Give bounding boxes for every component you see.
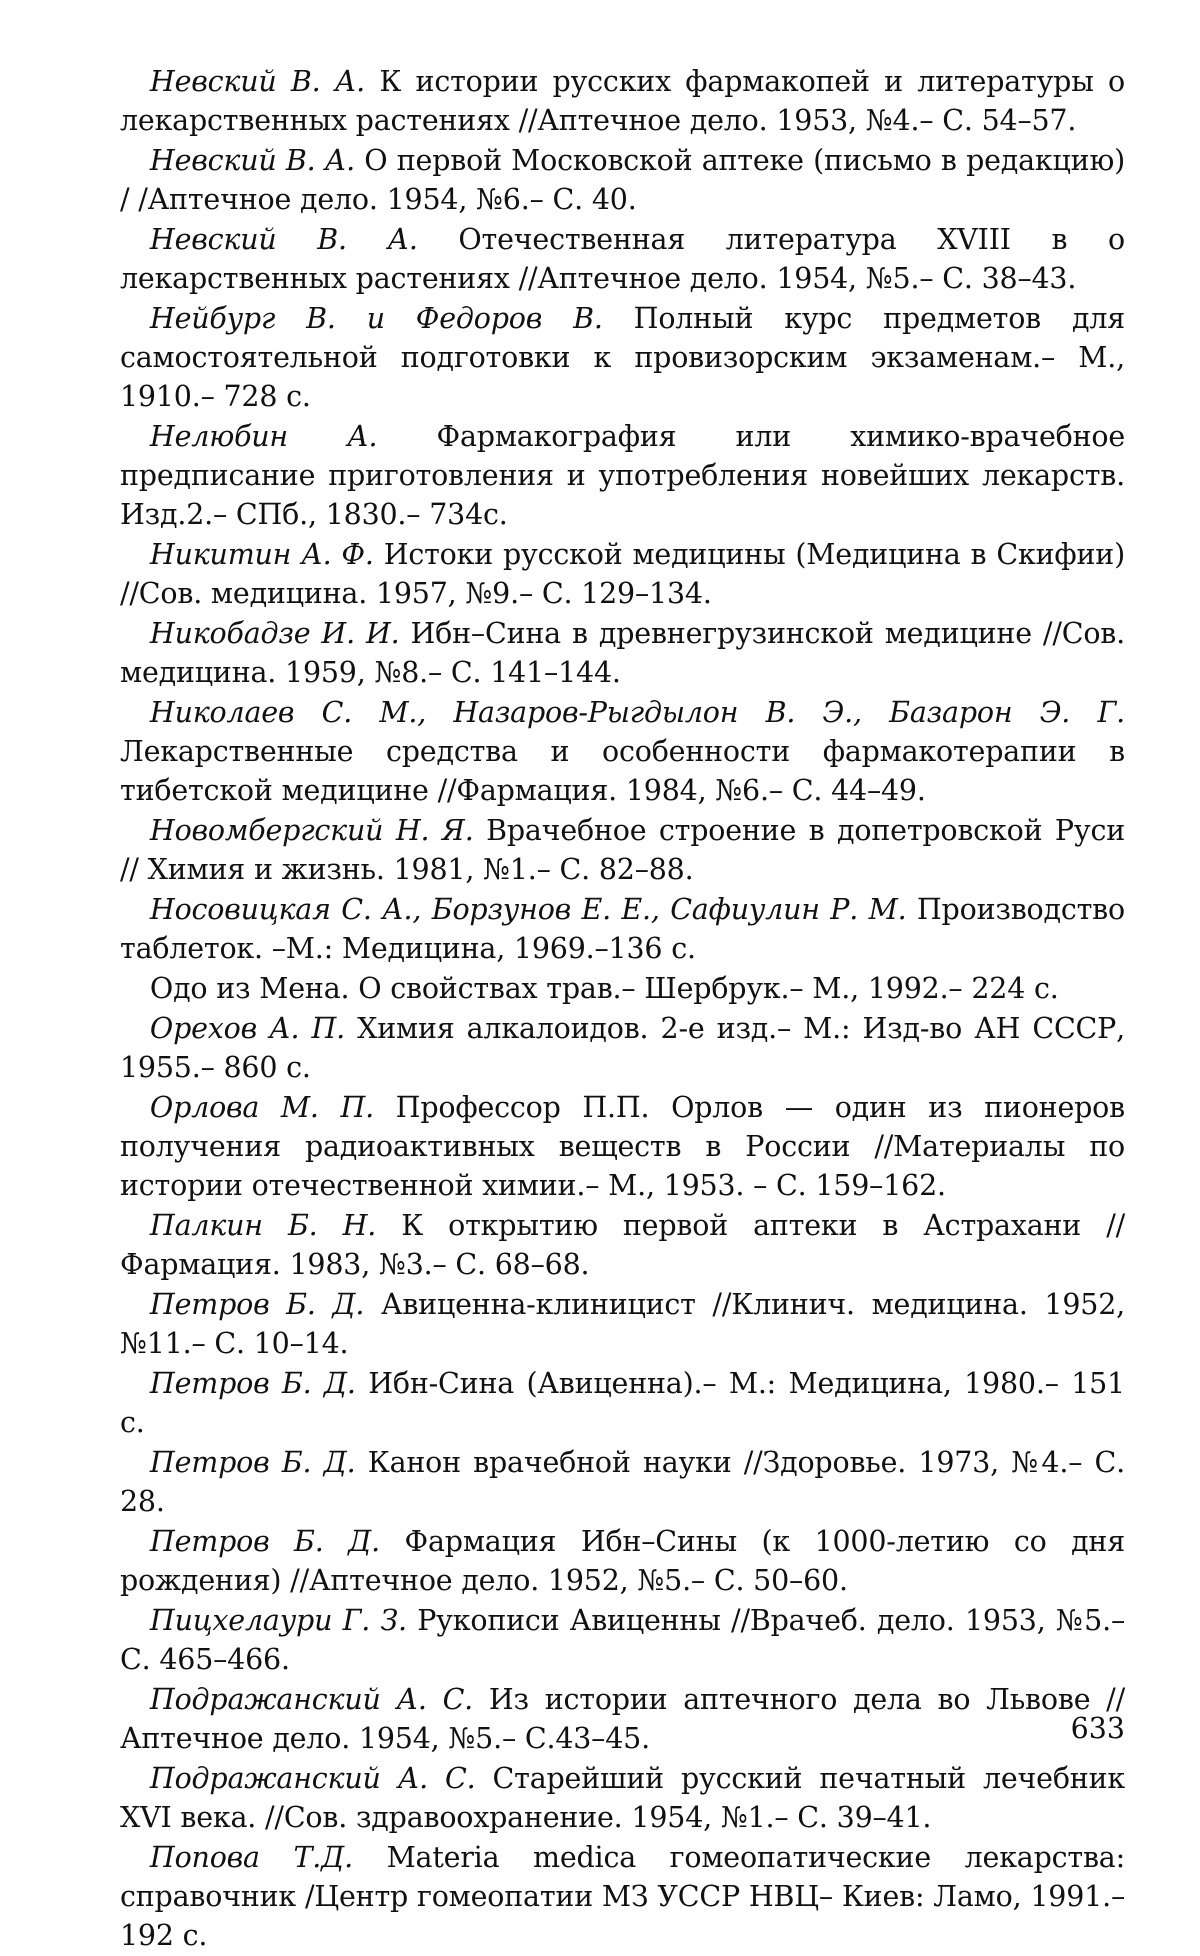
bibliography-entry [120, 1443, 1125, 1521]
entry-text: Ибн-Сина (Авиценна).– М.: Медицина, 1980.– 151 с. [120, 1367, 1125, 1439]
entry-text: Врачебное строение в допетровской Руси // Химия и жизнь. 1981, №1.– С. 82–88. [120, 814, 1125, 886]
bibliography-entry [120, 1838, 1125, 1955]
entry-text: Авиценна-клиницист //Клинич. медицина. 1952, №11.– С. 10–14. [120, 1288, 1125, 1360]
page-number: 633 [1070, 1712, 1125, 1745]
entry-author: Подражанский А. С. [149, 1683, 474, 1716]
entry-text: Лекарственные средства и особенности фармакотерапии в тибетской медицине //Фармация. 1984, №6.– С. 44–49. [120, 735, 1125, 807]
entry-text: К истории русских фармакопей и литературы о лекарственных растениях //Аптечное дело. 1953, №4.– С. 54–57. [120, 65, 1125, 137]
entry-text: Отечественная литература XVIII в о лекарственных растениях //Аптечное дело. 1954, №5.– С. 38–43. [120, 223, 1125, 295]
entry-author: Нелюбин А. [149, 420, 378, 453]
entry-text: Профессор П.П. Орлов — один из пионеров получения радиоактивных веществ в России //Материалы по истории отечественной химии.– М., 1953. – С. 159–162. [120, 1091, 1125, 1202]
entry-author: Никитин А. Ф. [149, 538, 374, 571]
entry-author: Палкин Б. Н. [149, 1209, 377, 1242]
entry-author: Новомбергский Н. Я. [149, 814, 474, 847]
bibliography-entry [120, 890, 1125, 968]
entry-author: Невский В. А. [149, 144, 355, 177]
bibliography-page [120, 62, 1125, 1956]
entry-author: Невский В. А. [149, 223, 418, 256]
entry-author: Орехов А. П. [149, 1012, 345, 1045]
entry-author: Носовицкая С. А., Борзунов Е. Е., Сафиулин Р. М. [149, 893, 907, 926]
bibliography-entry [120, 1009, 1125, 1087]
entry-text: Из истории аптечного дела во Львове //Аптечное дело. 1954, №5.– С.43–45. [120, 1683, 1125, 1755]
entry-author: Невский В. А. [149, 65, 366, 98]
entry-author: Орлова М. П. [149, 1091, 374, 1124]
bibliography-entry [120, 417, 1125, 534]
entry-text: К открытию первой аптеки в Астрахани //Фармация. 1983, №3.– С. 68–68. [120, 1209, 1125, 1281]
entry-text: Одо из Мена. О свойствах трав.– Шербрук.– М., 1992.– 224 с. [149, 972, 1059, 1005]
entry-author: Пицхелаури Г. З. [149, 1604, 407, 1637]
bibliography-entry [120, 220, 1125, 298]
entry-text: О первой Московской аптеке (письмо в редакцию) / /Аптечное дело. 1954, №6.– С. 40. [120, 144, 1126, 216]
entry-text: Фармация Ибн–Сины (к 1000-летию со дня рождения) //Аптечное дело. 1952, №5.– С. 50–60. [120, 1525, 1126, 1597]
entry-text: Рукописи Авиценны //Врачеб. дело. 1953, №5.– С. 465–466. [120, 1604, 1125, 1676]
bibliography-entry [120, 1206, 1125, 1284]
bibliography-entry [120, 535, 1125, 613]
entry-author: Петров Б. Д. [149, 1288, 365, 1321]
entry-text: Ибн–Сина в древнегрузинской медицине //Сов. медицина. 1959, №8.– С. 141–144. [120, 617, 1125, 689]
bibliography-entry [120, 811, 1125, 889]
bibliography-entry [120, 969, 1125, 1008]
bibliography-entry [120, 614, 1125, 692]
entry-text: Фармакография или химико-врачебное предписание приготовления и употребления новейших лекарств. Изд.2.– СПб., 1830.– 734с. [120, 420, 1125, 531]
entry-author: Петров Б. Д. [149, 1446, 356, 1479]
bibliography-entry [120, 1285, 1125, 1363]
bibliography-entry [120, 62, 1125, 140]
entry-author: Николаев С. М., Назаров-Рыгдылон В. Э., Базарон Э. Г. [149, 696, 1125, 729]
bibliography-entry [120, 1522, 1125, 1600]
bibliography-entry [120, 1759, 1125, 1837]
entry-author: Нейбург В. и Федоров В. [149, 302, 603, 335]
bibliography-entry [120, 1088, 1125, 1205]
entry-text: Химия алкалоидов. 2-е изд.– М.: Изд-во АН СССР, 1955.– 860 с. [120, 1012, 1126, 1084]
bibliography-entry [120, 141, 1125, 219]
entry-text: Materia medica гомеопатические лекарства: справочник /Центр гомеопатии МЗ УССР НВЦ– Киев: Ламо, 1991.– 192 с. [120, 1841, 1126, 1952]
entry-author: Петров Б. Д. [149, 1367, 356, 1400]
entry-text: Канон врачебной науки //Здоровье. 1973, №4.– С. 28. [120, 1446, 1126, 1518]
bibliography-entry [120, 1680, 1125, 1758]
bibliography-entry [120, 299, 1125, 416]
entry-text: Полный курс предметов для самостоятельной подготовки к провизорским экзаменам.– М., 1910.– 728 с. [120, 302, 1125, 413]
bibliography-entry [120, 693, 1125, 810]
entry-text: Старейший русский печатный лечебник XVI века. //Сов. здравоохранение. 1954, №1.– С. 39–41. [120, 1762, 1125, 1834]
entry-text: Производство таблеток. –М.: Медицина, 1969.–136 с. [120, 893, 1125, 965]
bibliography-entry [120, 1364, 1125, 1442]
entry-author: Никобадзе И. И. [149, 617, 400, 650]
entry-author: Петров Б. Д. [149, 1525, 380, 1558]
entry-text: Истоки русской медицины (Медицина в Скифии) //Сов. медицина. 1957, №9.– С. 129–134. [120, 538, 1125, 610]
entry-author: Подражанский А. С. [149, 1762, 476, 1795]
bibliography-entry [120, 1601, 1125, 1679]
entry-author: Попова Т.Д. [149, 1841, 353, 1874]
